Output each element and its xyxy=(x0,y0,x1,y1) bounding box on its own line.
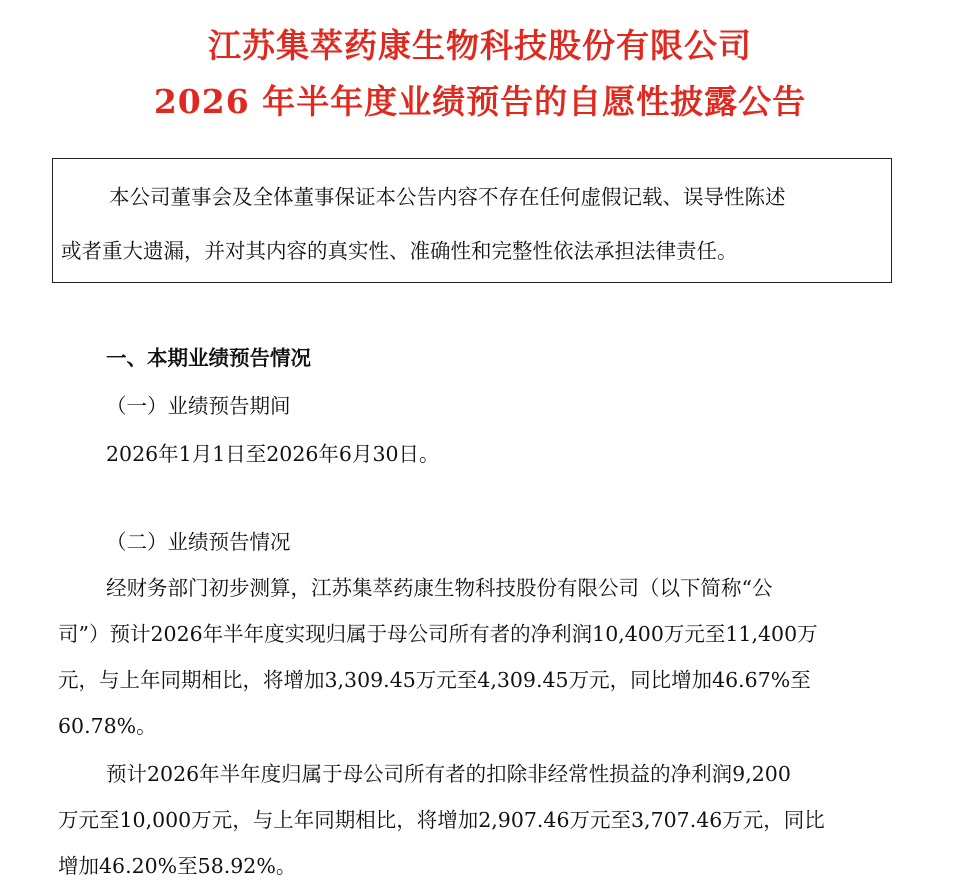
paragraph-1-line-3: 元，与上年同期相比，将增加3,309.45万元至4,309.45万元，同比增加46.67%至 xyxy=(58,668,811,692)
document-title-announcement: 2026 年半年度业绩预告的自愿性披露公告 xyxy=(153,82,807,121)
subheading-forecast-period: （一）业绩预告期间 xyxy=(106,394,291,418)
disclaimer-line-2: 或者重大遗漏，并对其内容的真实性、准确性和完整性依法承担法律责任。 xyxy=(61,239,738,263)
disclaimer-line-1: 本公司董事会及全体董事保证本公告内容不存在任何虚假记载、误导性陈述 xyxy=(109,185,786,209)
document-title-company: 江苏集萃药康生物科技股份有限公司 xyxy=(208,26,752,65)
paragraph-1-line-4: 60.78%。 xyxy=(58,714,157,738)
paragraph-2-line-2: 万元至10,000万元，与上年同期相比，将增加2,907.46万元至3,707.46万元，同比 xyxy=(58,808,825,832)
subheading-forecast-details: （二）业绩预告情况 xyxy=(106,530,291,554)
forecast-period-text: 2026年1月1日至2026年6月30日。 xyxy=(106,442,440,466)
paragraph-1-line-2: 司”）预计2026年半年度实现归属于母公司所有者的净利润10,400万元至11,400万 xyxy=(58,622,818,646)
disclaimer-box xyxy=(52,158,892,283)
paragraph-2-line-3: 增加46.20%至58.92%。 xyxy=(58,854,297,878)
section-heading-forecast: 一、本期业绩预告情况 xyxy=(106,346,311,370)
paragraph-1-line-1: 经财务部门初步测算，江苏集萃药康生物科技股份有限公司（以下简称“公 xyxy=(106,576,773,600)
paragraph-2-line-1: 预计2026年半年度归属于母公司所有者的扣除非经常性损益的净利润9,200 xyxy=(106,762,791,786)
